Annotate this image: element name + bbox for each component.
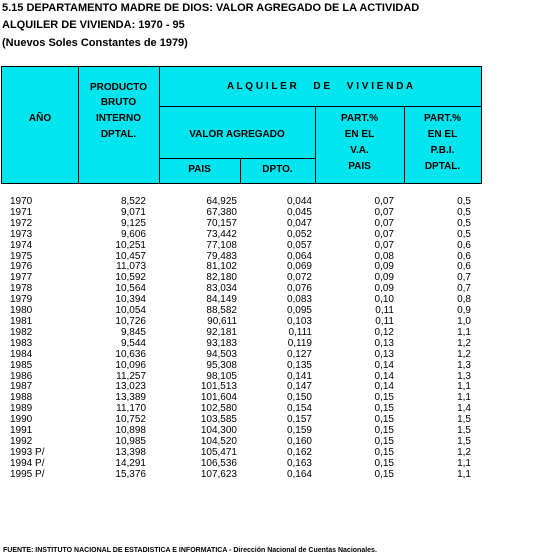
cell-pbi: 9,606 [120,228,146,240]
cell-part-va: 0,15 [374,468,394,480]
cell-year: 1983 [10,337,33,349]
cell-va-pais: 98,105 [206,370,237,382]
cell-va-pais: 106,536 [200,457,237,469]
cell-year: 1993 P/ [10,446,45,458]
cell-part-va: 0,07 [374,196,394,207]
table-row [10,317,471,328]
cell-part-va: 0,15 [374,392,394,404]
cell-va-pais: 83,034 [206,283,237,295]
cell-part-pbi: 1,1 [457,326,471,338]
table-row [10,339,471,350]
cell-va-dpto: 0,057 [286,239,312,251]
cell-part-va: 0,07 [374,206,394,218]
cell-va-dpto: 0,083 [286,294,312,306]
cell-va-pais: 105,471 [200,446,237,458]
cell-year: 1990 [10,414,33,426]
cell-va-pais: 104,300 [200,425,237,437]
cell-part-va: 0,12 [374,326,394,338]
cell-va-dpto: 0,064 [286,250,312,262]
cell-part-va: 0,15 [374,457,394,469]
table-row [10,448,471,459]
cell-part-va: 0,15 [374,446,394,458]
cell-part-pbi: 1,5 [457,435,471,447]
valor-agregado-header: VALOR AGREGADO [189,129,285,140]
cell-part-pbi: 0,6 [457,261,471,273]
cell-part-pbi: 1,0 [457,315,471,327]
cell-pbi: 10,457 [115,250,146,262]
cell-year: 1970 [10,196,33,207]
cell-pbi: 15,376 [115,468,146,480]
cell-year: 1974 [10,239,33,251]
cell-year: 1994 P/ [10,457,45,469]
table-row [10,350,471,361]
cell-pbi: 10,636 [115,348,146,360]
cell-part-pbi: 1,2 [457,348,471,360]
cell-va-pais: 107,623 [200,468,237,480]
cell-year: 1991 [10,425,33,437]
cell-part-va: 0,11 [375,305,394,317]
cell-part-pbi: 1,1 [457,392,471,404]
cell-va-pais: 95,308 [206,359,237,371]
cell-pbi: 14,291 [115,457,146,469]
cell-part-pbi: 0,5 [457,206,471,218]
cell-part-va: 0,14 [374,359,394,371]
cell-va-pais: 79,483 [206,250,237,262]
col-part-va-header-4: PAIS [348,161,371,172]
cell-pbi: 10,096 [115,359,146,371]
cell-va-pais: 103,585 [200,414,237,426]
cell-year: 1976 [10,261,33,273]
col-pbi-header-1: PRODUCTO [89,82,148,93]
cell-pbi: 10,251 [115,239,146,251]
cell-part-pbi: 1,5 [457,425,471,437]
cell-va-dpto: 0,164 [286,468,312,480]
cell-part-pbi: 0,7 [457,283,471,295]
cell-va-pais: 73,442 [206,228,237,240]
cell-part-pbi: 1,1 [457,381,471,393]
cell-part-pbi: 1,1 [457,457,471,469]
cell-year: 1986 [10,370,33,382]
cell-va-dpto: 0,047 [286,217,312,229]
table-row [10,241,471,252]
cell-part-pbi: 0,9 [457,305,471,317]
cell-year: 1973 [10,228,33,240]
cell-year: 1982 [10,326,33,338]
table-row [10,426,471,437]
cell-pbi: 10,592 [115,272,146,284]
cell-part-pbi: 0,5 [457,228,471,240]
cell-va-pais: 77,108 [206,239,237,251]
cell-part-va: 0,08 [374,250,394,262]
col-ano-header: AÑO [28,113,52,124]
cell-va-dpto: 0,119 [287,337,312,349]
cell-va-pais: 101,604 [200,392,237,404]
cell-part-pbi: 1,1 [457,468,471,480]
cell-part-pbi: 0,6 [457,239,471,251]
cell-va-dpto: 0,045 [286,206,312,218]
cell-va-dpto: 0,111 [288,326,312,338]
cell-year: 1984 [10,348,33,360]
cell-year: 1980 [10,305,33,317]
cell-va-pais: 84,149 [206,294,237,306]
alquiler-header: A L Q U I L E R D E V I V I E N D A [226,81,414,92]
cell-pbi: 11,170 [116,403,146,415]
cell-part-va: 0,14 [374,381,394,393]
table-row [10,372,471,383]
col-dpto-header: DPTO. [262,164,293,175]
cell-part-va: 0,10 [374,294,394,306]
table-row [10,295,471,306]
cell-year: 1987 [10,381,33,393]
cell-va-dpto: 0,162 [286,446,312,458]
cell-va-pais: 101,513 [200,381,237,393]
cell-va-pais: 92,181 [206,326,237,338]
cell-year: 1971 [10,206,33,218]
table-row [10,262,471,273]
cell-part-va: 0,13 [374,348,394,360]
col-pbi-header-3: INTERNO [96,113,141,124]
cell-part-pbi: 1,3 [457,359,471,371]
cell-part-va: 0,09 [374,261,394,273]
cell-part-va: 0,15 [374,414,394,426]
cell-pbi: 9,125 [120,217,146,229]
col-part-va-header-1: PART.% [340,113,379,124]
table-row [10,415,471,426]
cell-va-dpto: 0,069 [286,261,312,273]
table-row [10,393,471,404]
table-row [10,404,471,415]
cell-va-dpto: 0,095 [286,305,312,317]
header-divider [159,158,315,159]
cell-pbi: 9,071 [120,206,146,218]
col-part-va-header-3: V.A. [350,145,369,156]
table-title: 5.15 DEPARTAMENTO MADRE DE DIOS: VALOR AGREGADO DE LA ACTIVIDAD [2,2,420,14]
cell-year: 1975 [10,250,33,262]
col-part-pbi-header-4: DPTAL. [424,161,461,172]
table-row [10,252,471,263]
cell-va-dpto: 0,127 [286,348,312,360]
cell-part-pbi: 1,4 [457,403,471,415]
cell-va-dpto: 0,159 [286,425,312,437]
cell-part-va: 0,07 [374,239,394,251]
cell-va-dpto: 0,160 [286,435,312,447]
table-row [10,230,471,241]
cell-part-pbi: 1,5 [457,414,471,426]
cell-va-pais: 82,180 [206,272,237,284]
cell-pbi: 8,522 [120,196,146,207]
cell-part-pbi: 1,3 [457,370,471,382]
cell-va-pais: 64,925 [206,196,237,207]
table-row [10,361,471,372]
cell-va-dpto: 0,076 [286,283,312,295]
cell-va-dpto: 0,141 [286,370,312,382]
table-row [10,273,471,284]
cell-va-dpto: 0,147 [286,381,312,393]
cell-va-dpto: 0,044 [286,196,312,207]
cell-part-va: 0,14 [374,370,394,382]
table-row [10,284,471,295]
table-row [10,197,471,208]
cell-year: 1978 [10,283,33,295]
cell-year: 1985 [10,359,33,371]
cell-va-pais: 94,503 [206,348,237,360]
cell-part-pbi: 0,5 [457,196,471,207]
col-part-pbi-header-3: P.B.I. [430,145,455,156]
cell-year: 1995 P/ [10,468,45,480]
cell-pbi: 10,898 [115,425,146,437]
cell-va-pais: 104,520 [200,435,237,447]
cell-pbi: 9,845 [120,326,146,338]
cell-part-pbi: 0,8 [457,294,471,306]
cell-va-pais: 88,582 [206,305,237,317]
cell-va-dpto: 0,072 [286,272,312,284]
cell-year: 1989 [10,403,33,415]
col-pbi-header-4: DPTAL. [100,129,137,140]
col-part-va-header-2: EN EL [344,129,375,140]
table-subtitle: ALQUILER DE VIVIENDA: 1970 - 95 [2,19,185,31]
cell-va-dpto: 0,135 [286,359,312,371]
cell-year: 1992 [10,435,33,447]
col-pais-header: PAIS [188,164,211,175]
cell-pbi: 10,726 [115,315,146,327]
cell-part-pbi: 0,6 [457,250,471,262]
cell-va-dpto: 0,163 [286,457,312,469]
table-row [10,328,471,339]
cell-pbi: 9,544 [120,337,146,349]
header-divider [159,106,481,107]
cell-pbi: 13,023 [115,381,146,393]
col-part-pbi-header-2: EN EL [427,129,458,140]
source-footnote: FUENTE: INSTITUTO NACIONAL DE ESTADISTICA E INFORMATICA - Dirección Nacional de Cuentas Nacionales. [3,547,377,554]
cell-va-dpto: 0,103 [286,315,312,327]
cell-pbi: 11,257 [116,370,146,382]
table-header [1,66,482,184]
cell-part-va: 0,09 [374,283,394,295]
table-row [10,437,471,448]
col-part-pbi-header-1: PART.% [423,113,462,124]
cell-part-va: 0,15 [374,425,394,437]
cell-pbi: 13,389 [115,392,146,404]
table-row [10,306,471,317]
cell-va-pais: 93,183 [206,337,237,349]
cell-part-pbi: 0,5 [457,217,471,229]
table-units: (Nuevos Soles Constantes de 1979) [2,37,188,49]
cell-va-dpto: 0,150 [286,392,312,404]
cell-year: 1979 [10,294,33,306]
cell-year: 1972 [10,217,33,229]
cell-va-pais: 81,102 [206,261,237,273]
col-pbi-header-2: BRUTO [100,97,137,108]
cell-part-va: 0,09 [374,272,394,284]
cell-part-pbi: 1,2 [457,337,471,349]
cell-part-va: 0,15 [374,435,394,447]
cell-part-va: 0,11 [375,315,394,327]
cell-year: 1988 [10,392,33,404]
cell-pbi: 10,752 [115,414,146,426]
table-row [10,459,471,470]
cell-va-pais: 102,580 [200,403,237,415]
cell-va-pais: 70,157 [206,217,237,229]
cell-va-dpto: 0,052 [286,228,312,240]
cell-part-va: 0,07 [374,228,394,240]
cell-pbi: 10,054 [115,305,146,317]
data-table [10,197,471,481]
table-row [10,219,471,230]
cell-va-pais: 67,380 [206,206,237,218]
cell-va-dpto: 0,157 [286,414,312,426]
cell-part-pbi: 0,7 [457,272,471,284]
cell-part-va: 0,13 [374,337,394,349]
table-row [10,208,471,219]
cell-part-va: 0,15 [374,403,394,415]
cell-pbi: 10,394 [115,294,146,306]
cell-part-pbi: 1,2 [457,446,471,458]
cell-pbi: 11,073 [116,261,146,273]
table-row [10,382,471,393]
cell-pbi: 10,985 [115,435,146,447]
cell-year: 1977 [10,272,33,284]
cell-year: 1981 [10,315,33,327]
cell-va-dpto: 0,154 [286,403,312,415]
cell-pbi: 10,564 [115,283,146,295]
cell-va-pais: 90,611 [207,315,237,327]
cell-part-va: 0,07 [374,217,394,229]
table-row [10,470,471,481]
cell-pbi: 13,398 [115,446,146,458]
